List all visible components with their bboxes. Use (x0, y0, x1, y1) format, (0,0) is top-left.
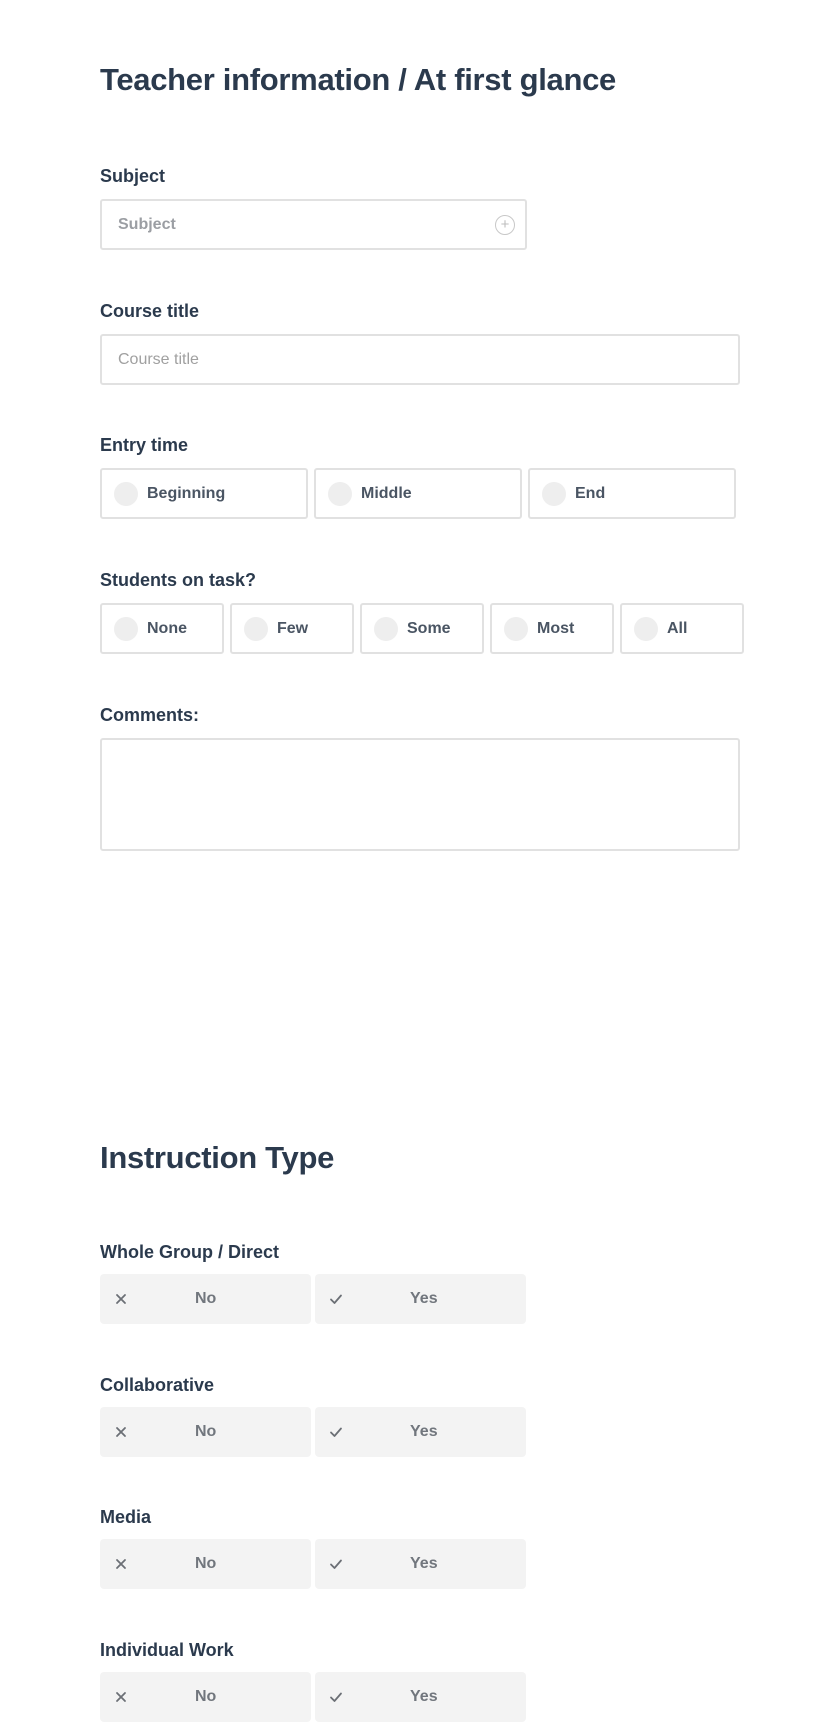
check-icon (329, 1557, 343, 1571)
no-label: No (195, 1555, 217, 1572)
media-no-button[interactable] (100, 1539, 311, 1589)
option-label: All (667, 619, 688, 637)
whole-group-yes-button[interactable] (315, 1274, 526, 1324)
students-on-task-label: Students on task? (100, 570, 257, 590)
option-label: Most (537, 619, 575, 637)
radio-circle-icon (114, 482, 138, 506)
media-yes-button[interactable] (315, 1539, 526, 1589)
individual-work-toggle (100, 1672, 526, 1722)
entry-time-label: Entry time (100, 435, 189, 455)
collaborative-no-button[interactable] (100, 1407, 311, 1457)
plus-circle-icon[interactable]: + (495, 215, 515, 235)
option-label: Beginning (147, 484, 226, 502)
radio-circle-icon (114, 617, 138, 641)
x-icon (114, 1690, 128, 1704)
x-icon (114, 1425, 128, 1439)
subject-label: Subject (100, 166, 166, 186)
option-label: Middle (361, 484, 412, 502)
individual-work-label: Individual Work (100, 1640, 234, 1660)
option-label: Some (407, 619, 451, 637)
check-icon (329, 1690, 343, 1704)
media-toggle (100, 1539, 526, 1589)
check-icon (329, 1425, 343, 1439)
collaborative-toggle (100, 1407, 526, 1457)
check-icon (329, 1292, 343, 1306)
collaborative-label: Collaborative (100, 1375, 215, 1395)
option-label: None (147, 619, 187, 637)
students-option-some[interactable] (360, 603, 484, 654)
collaborative-yes-button[interactable] (315, 1407, 526, 1457)
no-label: No (195, 1423, 217, 1440)
yes-label: Yes (410, 1423, 438, 1440)
course-title-label: Course title (100, 301, 200, 321)
x-icon (114, 1557, 128, 1571)
comments-label: Comments: (100, 705, 200, 725)
entry-time-option-middle[interactable] (314, 468, 522, 519)
page-title: Teacher information / At first glance (100, 62, 616, 97)
comments-textarea[interactable] (100, 738, 740, 851)
individual-work-yes-button[interactable] (315, 1672, 526, 1722)
radio-circle-icon (244, 617, 268, 641)
subject-placeholder: Subject (118, 215, 176, 233)
yes-label: Yes (410, 1290, 438, 1307)
radio-circle-icon (374, 617, 398, 641)
radio-circle-icon (328, 482, 352, 506)
entry-time-options (100, 468, 736, 519)
students-option-none[interactable] (100, 603, 224, 654)
students-option-few[interactable] (230, 603, 354, 654)
whole-group-label: Whole Group / Direct (100, 1242, 280, 1262)
whole-group-toggle (100, 1274, 526, 1324)
instruction-type-title: Instruction Type (100, 1140, 335, 1175)
yes-label: Yes (410, 1555, 438, 1572)
individual-work-no-button[interactable] (100, 1672, 311, 1722)
radio-circle-icon (542, 482, 566, 506)
course-title-placeholder: Course title (118, 350, 199, 368)
whole-group-no-button[interactable] (100, 1274, 311, 1324)
x-icon (114, 1292, 128, 1306)
no-label: No (195, 1290, 217, 1307)
students-option-all[interactable] (620, 603, 744, 654)
students-on-task-options (100, 603, 744, 654)
entry-time-option-end[interactable] (528, 468, 736, 519)
media-label: Media (100, 1507, 152, 1527)
course-title-input[interactable] (100, 334, 740, 385)
no-label: No (195, 1688, 217, 1705)
entry-time-option-beginning[interactable] (100, 468, 308, 519)
option-label: End (575, 484, 606, 502)
radio-circle-icon (634, 617, 658, 641)
yes-label: Yes (410, 1688, 438, 1705)
radio-circle-icon (504, 617, 528, 641)
option-label: Few (277, 619, 309, 637)
students-option-most[interactable] (490, 603, 614, 654)
subject-input[interactable] (100, 199, 527, 250)
